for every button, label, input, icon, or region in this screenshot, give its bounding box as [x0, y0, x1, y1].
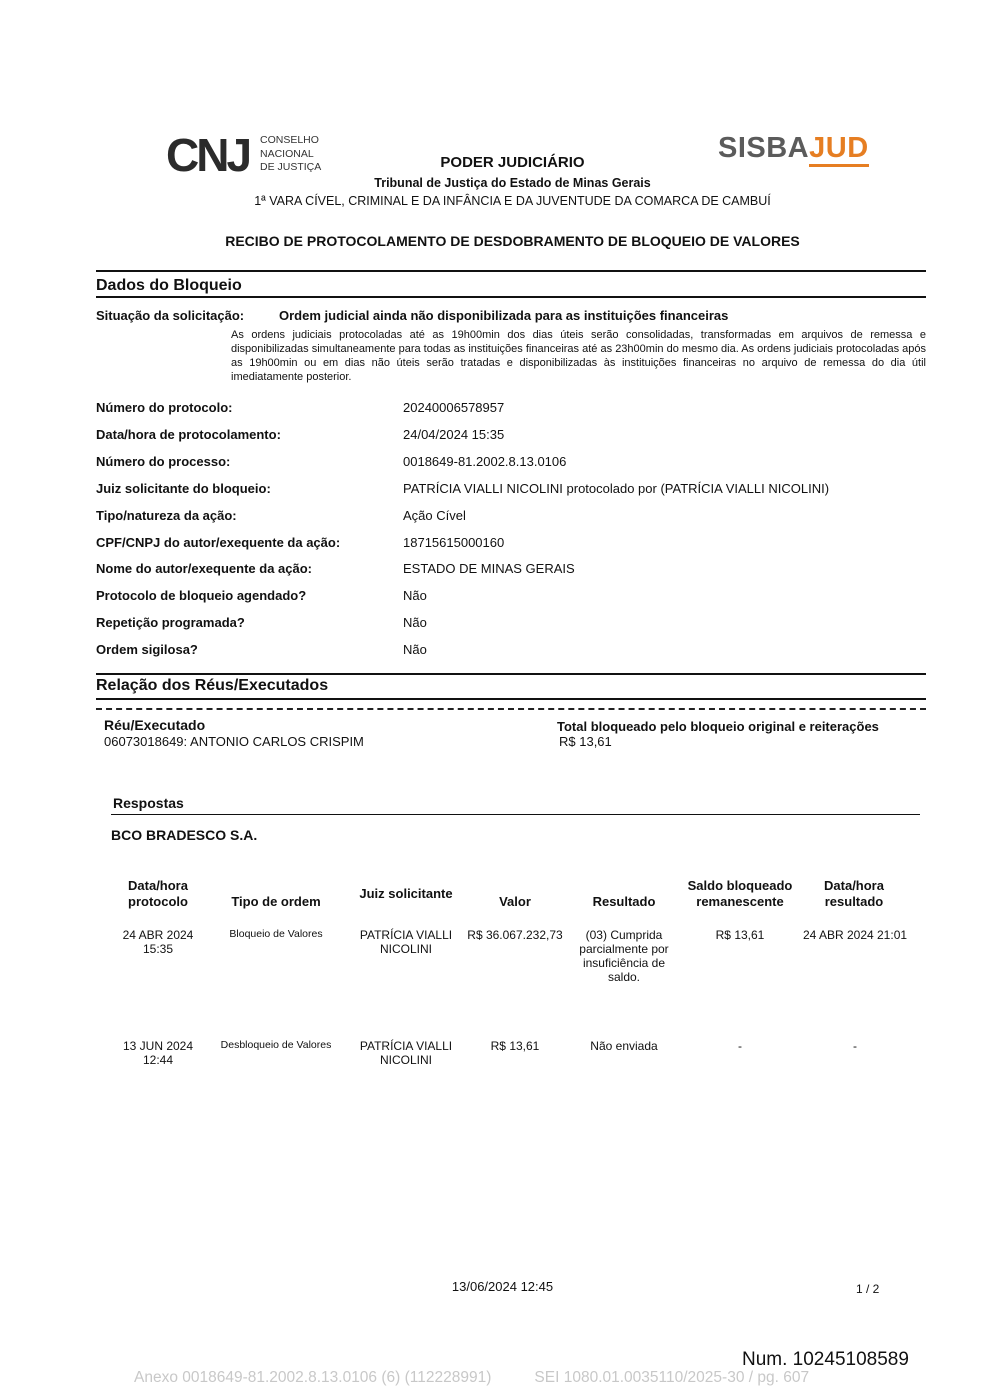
cell-resultado: Não enviada [590, 1039, 658, 1053]
cell-saldo: R$ 13,61 [715, 928, 765, 942]
cell-data-protocolo: 13 JUN 2024 12:44 [122, 1039, 194, 1067]
field-value: 18715615000160 [403, 535, 505, 550]
respostas-title: Respostas [113, 795, 184, 811]
field-label: Protocolo de bloqueio agendado? [96, 588, 307, 603]
field-value: Não [403, 642, 427, 657]
table-header: Valor [499, 894, 531, 909]
field-value: 0018649-81.2002.8.13.0106 [403, 454, 567, 469]
cell-saldo: - [738, 1039, 742, 1053]
field-value: 20240006578957 [403, 400, 505, 415]
page-number: 1 / 2 [856, 1282, 880, 1296]
footer-date: 13/06/2024 12:45 [451, 1279, 554, 1294]
vara-name: 1ª VARA CÍVEL, CRIMINAL E DA INFÂNCIA E DA JUVENTUDE DA COMARCA DE CAMBUÍ [254, 194, 771, 208]
section-title-dados: Dados do Bloqueio [96, 277, 242, 294]
cell-valor: R$ 13,61 [490, 1039, 540, 1053]
reu-value: 06073018649: ANTONIO CARLOS CRISPIM [104, 734, 364, 749]
field-value: Ação Cível [403, 508, 466, 523]
situacao-label: Situação da solicitação: [96, 308, 245, 323]
bank-name: BCO BRADESCO S.A. [111, 827, 258, 843]
field-label: Juiz solicitante do bloqueio: [96, 481, 271, 496]
table-header: Juiz solicitante [359, 886, 453, 901]
cell-juiz: PATRÍCIA VIALLI NICOLINI [359, 1039, 453, 1067]
section-rule-top [96, 673, 926, 675]
table-header: Data/hora resultado [824, 878, 884, 909]
sisbajud-logo: SISBAJUD [718, 132, 869, 165]
total-value: R$ 13,61 [559, 734, 612, 749]
table-header: Resultado [592, 894, 656, 909]
field-label: Número do processo: [96, 454, 231, 469]
cell-juiz: PATRÍCIA VIALLI NICOLINI [359, 928, 453, 956]
field-value: Não [403, 615, 427, 630]
field-value: PATRÍCIA VIALLI NICOLINI protocolado por (PATRÍCIA VIALLI NICOLINI) [403, 481, 830, 496]
cell-resultado: (03) Cumprida parcialmente por insuficiência de saldo. [579, 928, 669, 984]
cnj-logo-text: CONSELHO NACIONAL DE JUSTIÇA [260, 134, 322, 173]
section-rule-top [96, 270, 926, 272]
reu-header: Réu/Executado [104, 717, 206, 733]
cell-data-protocolo: 24 ABR 2024 15:35 [122, 928, 194, 956]
field-label: CPF/CNPJ do autor/exequente da ação: [96, 535, 341, 550]
field-value: 24/04/2024 15:35 [403, 427, 505, 442]
court-name: Tribunal de Justiça do Estado de Minas Gerais [374, 176, 651, 190]
cnj-logo-mark: CNJ [166, 129, 250, 181]
section-title-reus: Relação dos Réus/Executados [96, 677, 329, 694]
field-label: Tipo/natureza da ação: [96, 508, 237, 523]
field-label: Nome do autor/exequente da ação: [96, 561, 312, 576]
respostas-rule [111, 814, 920, 815]
section-rule-bottom [96, 698, 926, 700]
field-value: Não [403, 588, 427, 603]
field-label: Número do protocolo: [96, 400, 233, 415]
table-header: Data/hora protocolo [128, 878, 188, 909]
situacao-note: As ordens judiciais protocoladas até as 19h00min dos dias úteis serão consolidadas, transformadas em arquivos de remessa e disponibilizadas simultaneamente para todas as instituições financeiras até as 23h00min do mesmo dia. As ordens judiciais protocoladas após as 19h00min ou em dias não úteis serão tratadas e disponibilizadas às instituições financeiras no arquivo de remessa do dia útil imediatamente posterior. [231, 329, 926, 383]
anexo-watermark: Anexo 0018649-81.2002.8.13.0106 (6) (112228991) SEI 1080.01.0035110/2025-30 / pg. 607 [134, 1369, 810, 1386]
section-rule-bottom [96, 296, 926, 298]
field-label: Ordem sigilosa? [96, 642, 198, 657]
field-label: Repetição programada? [96, 615, 245, 630]
field-value: ESTADO DE MINAS GERAIS [403, 561, 575, 576]
dashed-divider [96, 708, 926, 710]
document-number: Num. 10245108589 [742, 1349, 909, 1370]
cell-valor: R$ 36.067.232,73 [467, 928, 563, 942]
cell-data-resultado: 24 ABR 2024 21:01 [802, 928, 908, 942]
receipt-title: RECIBO DE PROTOCOLAMENTO DE DESDOBRAMENTO DE BLOQUEIO DE VALORES [225, 233, 800, 249]
table-header: Tipo de ordem [231, 894, 321, 909]
field-label: Data/hora de protocolamento: [96, 427, 281, 442]
page-title: PODER JUDICIÁRIO [440, 154, 585, 171]
total-header: Total bloqueado pelo bloqueio original e reiterações [557, 719, 879, 734]
cell-tipo: Bloqueio de Valores [229, 928, 323, 940]
situacao-value: Ordem judicial ainda não disponibilizada para as instituições financeiras [279, 308, 729, 323]
table-header: Saldo bloqueado remanescente [687, 878, 793, 909]
cell-tipo: Desbloqueio de Valores [220, 1039, 332, 1051]
cell-data-resultado: - [853, 1039, 857, 1053]
